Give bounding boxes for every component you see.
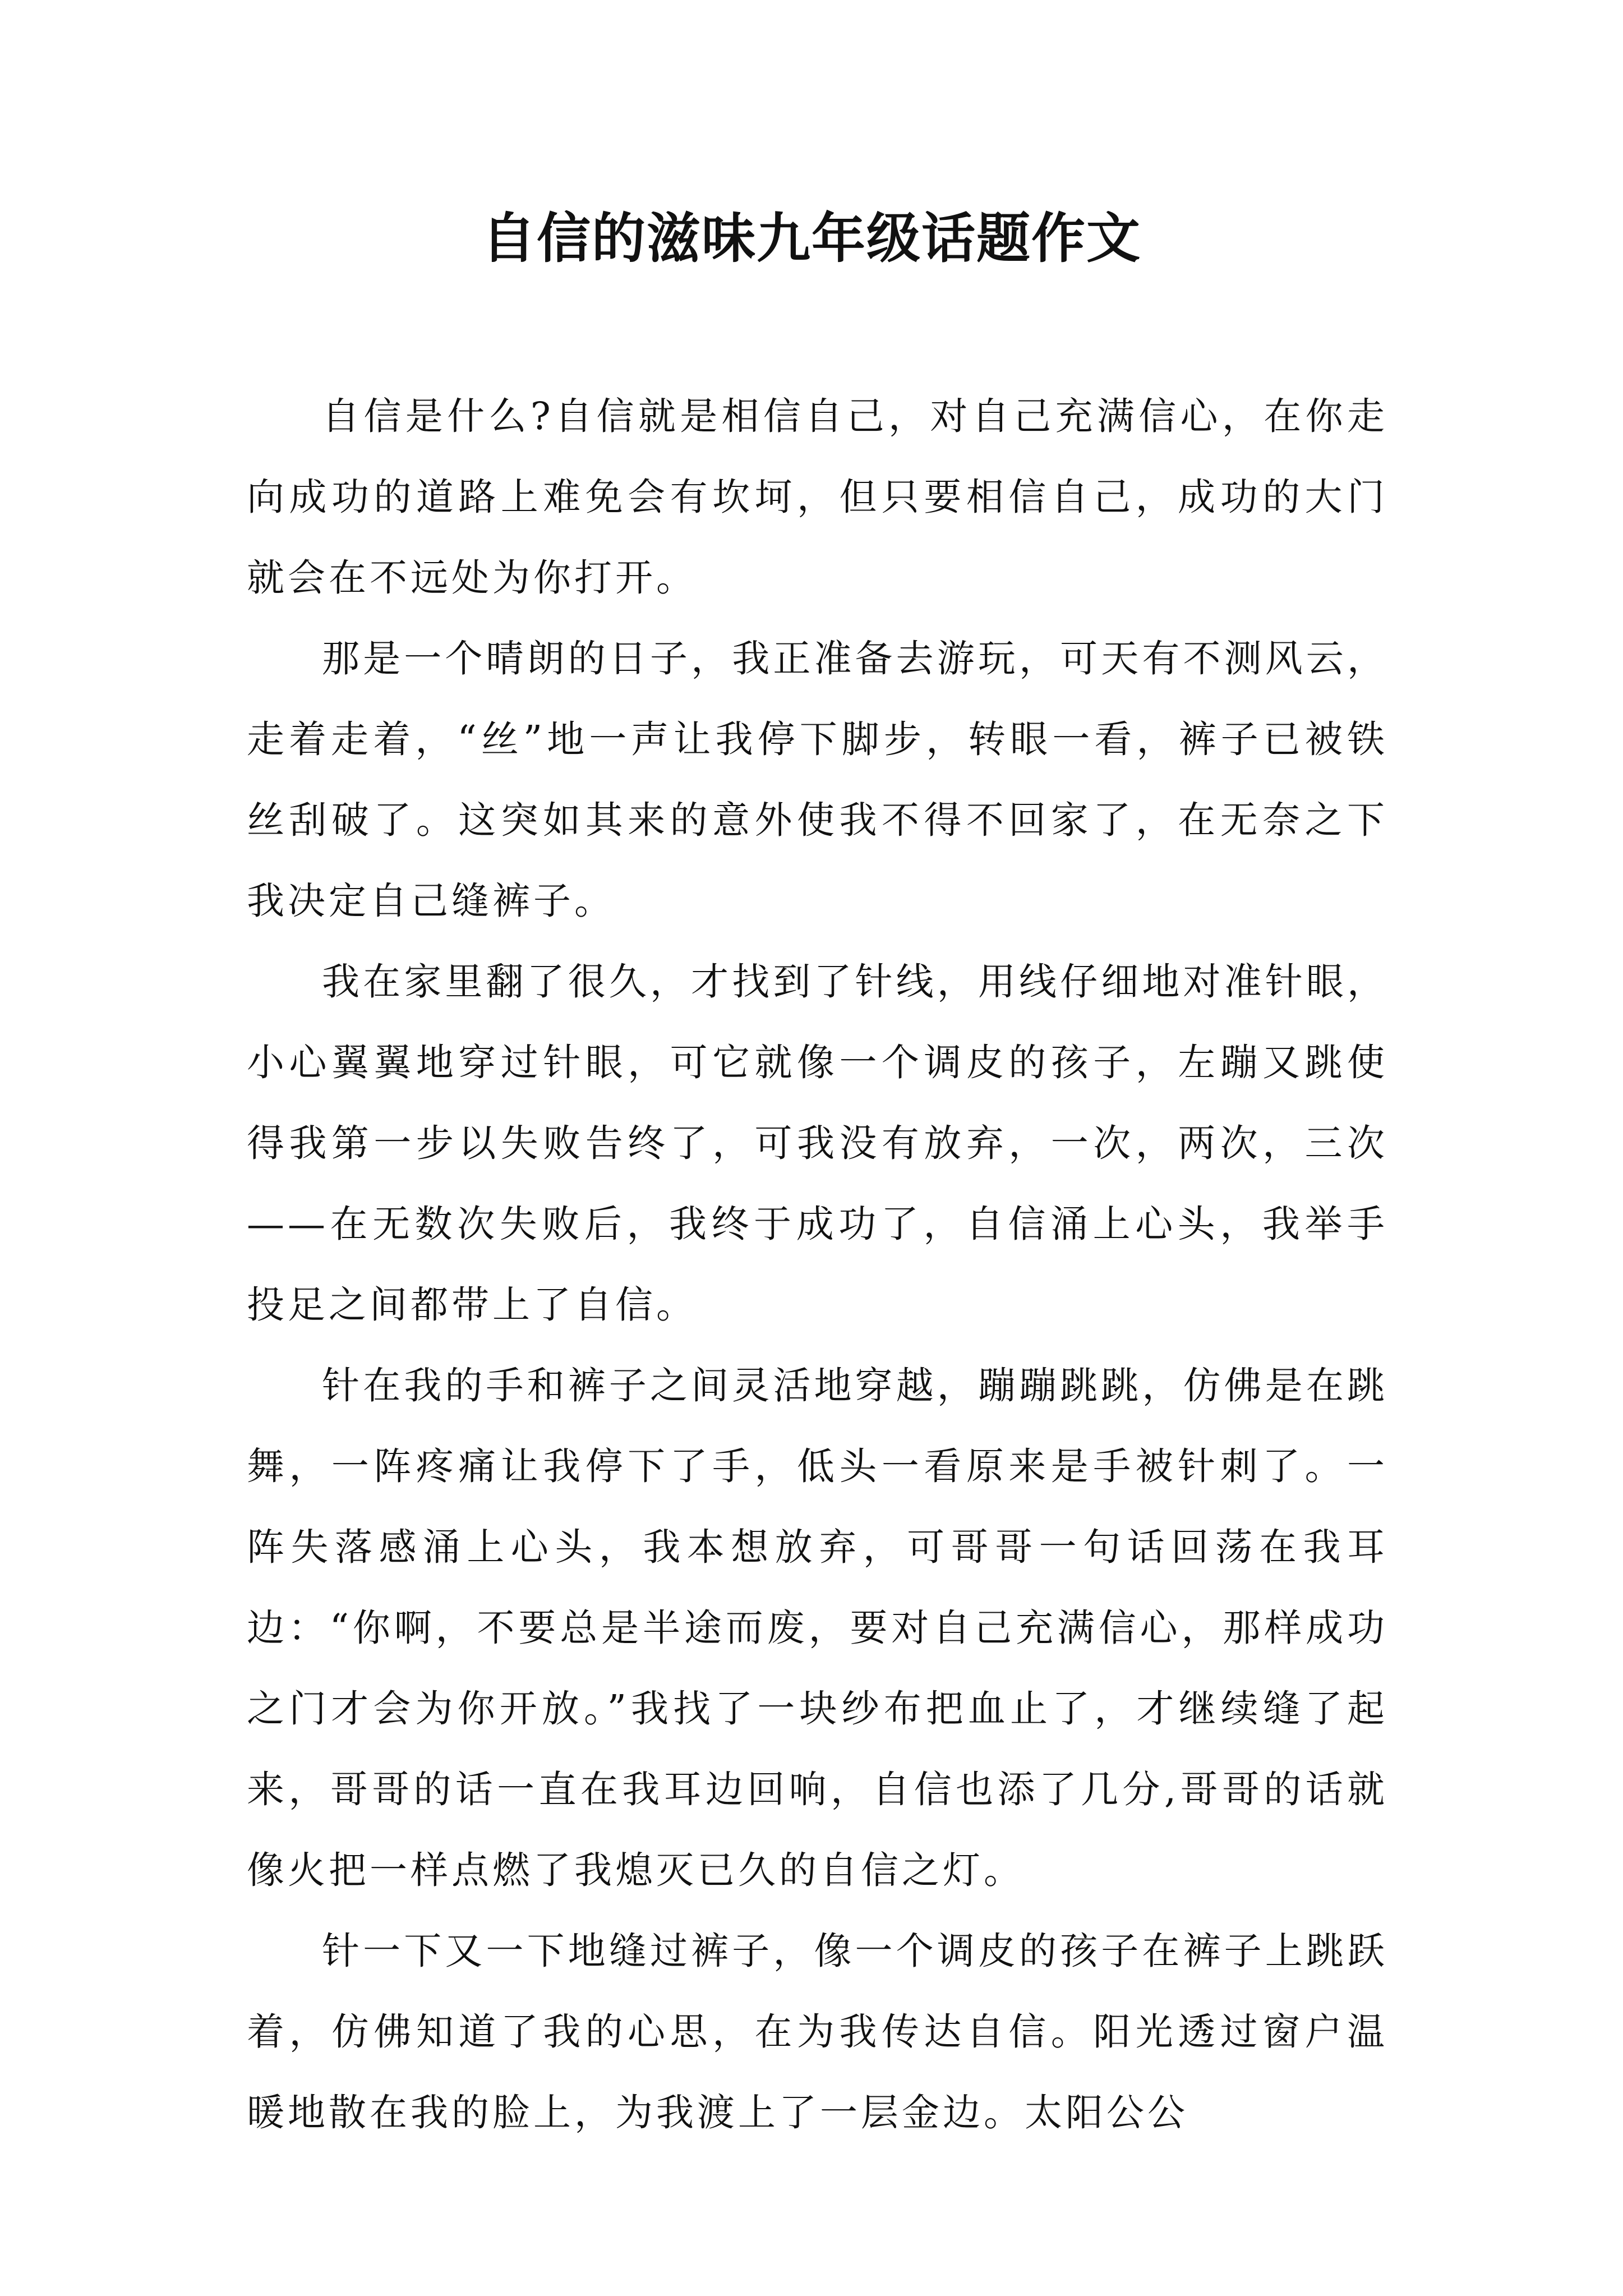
paragraph: 针在我的手和裤子之间灵活地穿越，蹦蹦跳跳，仿佛是在跳舞，一阵疼痛让我停下了手，低头一看原来是手被针刺了。一阵失落感涌上心头，我本想放弃，可哥哥一句话回荡在我耳边：“你啊，不要总是半途而废，要对自己充满信心，那样成功之门才会为你开放。”我找了一块纱布把血止了，才继续缝了起来，哥哥的话一直在我耳边回响，自信也添了几分,哥哥的话就像火把一样点燃了我熄灭已久的自信之灯。	[247, 1364, 1388, 1892]
document-title: 自信的滋味九年级话题作文	[482, 207, 1141, 270]
document-body	[247, 376, 1388, 2153]
paragraph: 针一下又一下地缝过裤子，像一个调皮的孩子在裤子上跳跃着，仿佛知道了我的心思，在为我传达自信。阳光透过窗户温暖地散在我的脸上，为我渡上了一层金边。太阳公公	[247, 1929, 1388, 2134]
paragraph: 我在家里翻了很久，才找到了针线，用线仔细地对准针眼，小心翼翼地穿过针眼，可它就像一个调皮的孩子，左蹦又跳使得我第一步以失败告终了，可我没有放弃，一次，两次，三次——在无数次失败后，我终于成功了，自信涌上心头，我举手投足之间都带上了自信。	[247, 960, 1388, 1327]
paragraph: 那是一个晴朗的日子，我正准备去游玩，可天有不测风云，走着走着，“丝”地一声让我停下脚步，转眼一看，裤子已被铁丝刮破了。这突如其来的意外使我不得不回家了，在无奈之下我决定自己缝裤子。	[247, 637, 1388, 923]
paragraph: 自信是什么?自信就是相信自己，对自己充满信心，在你走向成功的道路上难免会有坎坷，但只要相信自己，成功的大门就会在不远处为你打开。	[247, 394, 1388, 600]
